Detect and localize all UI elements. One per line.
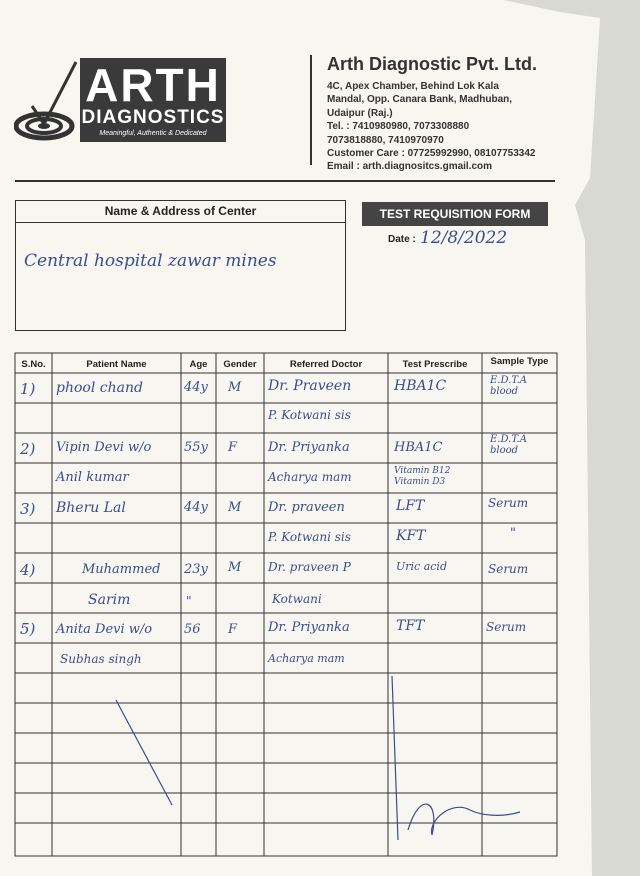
row-gender: M [228,560,242,575]
row-patient-name: Anita Devi w/o [56,622,153,637]
row-age: 55y [184,440,208,455]
row-doctor: Dr. Priyanka [268,440,350,455]
center-name-value: Central hospital zawar mines [24,251,277,271]
email: Email : arth.diagnositcs.gmail.com [327,161,493,173]
row-test: KFT [396,528,426,544]
row-doctor: Dr. Priyanka [268,620,350,635]
form-title: TEST REQUISITION FORM [362,202,548,226]
row-gender: M [228,500,242,515]
row-test: HBA1C [394,378,447,394]
header-patient-name: Patient Name [86,359,147,370]
row-sno: 3) [20,500,36,518]
row-sample: Serum [488,496,529,510]
row-patient-name: Subhas singh [60,652,142,666]
header-referred-doctor: Referred Doctor [289,359,363,370]
date-label: Date : [388,234,416,245]
row-gender: F [228,440,238,455]
address-line: 4C, Apex Chamber, Behind Lok Kala [327,81,499,92]
row-sno: 2) [20,440,36,458]
row-gender: F [228,622,238,637]
brand-subtitle: DIAGNOSTICS [81,107,225,128]
row-patient-name: Muhammed [82,562,161,577]
row-test: LFT [396,498,425,514]
row-age: 23y [184,562,208,577]
telephone: Tel. : 7410980980, 7073308880 [327,121,470,133]
row-doctor: Dr. praveen P [268,560,351,574]
customer-care: Customer Care : 07725992990, 08107753342 [327,148,536,160]
brand-tagline: Meaningful, Authentic & Dedicated [99,130,207,137]
handwritten-strokes [116,676,520,840]
row-patient-name: Bheru Lal [56,500,126,516]
center-title: Name & Address of Center [16,201,345,223]
brand-name: ARTH [85,59,221,111]
row-patient-name: phool chand [56,380,143,396]
row-test: TFT [396,618,425,634]
signature-mark [408,804,520,835]
row-doctor: Dr. praveen [268,500,345,515]
row-age: 56 [184,622,201,637]
header-age: Age [189,359,208,370]
row-age: 44y [184,380,208,395]
date-value: 12/8/2022 [420,228,508,248]
header-sno: S.No. [21,359,46,370]
row-sample: E.D.T.A blood [490,375,527,397]
telephone-2: 7073818880, 7410970970 [327,134,444,146]
row-sample: " [510,526,516,541]
row-test: HBA1C [394,440,443,455]
row-gender: M [228,380,242,395]
row-test: Uric acid [396,560,447,573]
row-patient-name: Vipin Devi w/o [56,440,152,455]
header-test-prescribe: Test Prescribe [402,359,468,370]
cancel-stroke [392,676,398,840]
row-doctor: Acharya mam [268,652,345,665]
row-test: Vitamin B12 Vitamin D3 [394,466,451,487]
row-sample: E.D.T.A blood [490,434,527,456]
row-doctor: Dr. Praveen [268,378,352,394]
header-gender: Gender [223,359,257,370]
row-age: 44y [184,500,208,515]
row-sample: Serum [486,620,527,634]
row-sno: 5) [20,620,36,638]
row-sno: 4) [20,561,36,579]
company-name: Arth Diagnostic Pvt. Ltd. [327,54,538,74]
address-line: Mandal, Opp. Canara Bank, Madhuban, [327,94,513,106]
header-sample-type: Sample Type [490,356,549,367]
row-sno: 1) [20,380,36,398]
row-patient-name: Sarim [88,592,131,608]
cancel-stroke [116,700,172,805]
row-doctor: Kotwani [272,592,322,606]
row-patient-name: Anil kumar [56,470,129,485]
row-doctor: P. Kotwani sis [268,530,351,544]
row-age: " [186,594,192,608]
row-doctor: Acharya mam [268,470,352,484]
row-doctor: P. Kotwani sis [268,408,351,422]
address-line: Udaipur (Raj.) [327,107,393,119]
row-sample: Serum [488,562,529,576]
